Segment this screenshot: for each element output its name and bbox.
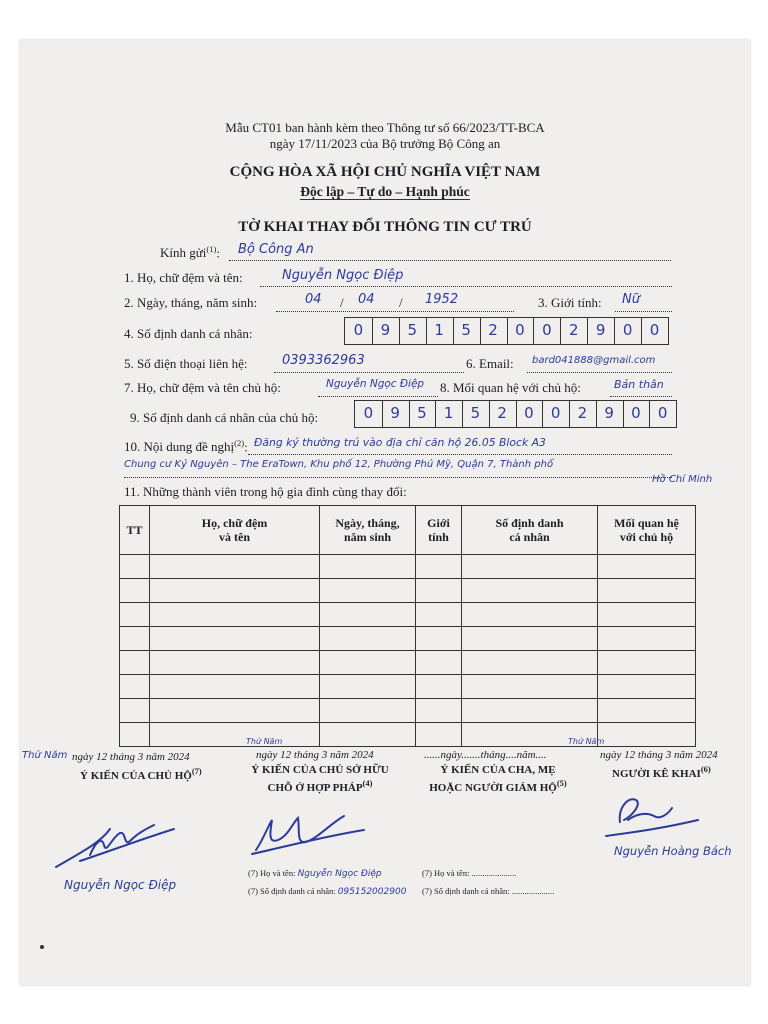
table-cell [598, 675, 696, 699]
col-header-relation-text: Mối quan hệ với chủ hộ [614, 516, 679, 544]
table-row [120, 555, 696, 579]
sig2-title-line1: Ý KIẾN CỦA CHỦ SỞ HỮU [251, 764, 389, 776]
head-id-digit-boxes [354, 400, 677, 428]
sig2-title-line2 [242, 778, 398, 794]
sig3-id-label: (7) Số định danh cá nhân: [422, 886, 510, 896]
request-label-text: 10. Nội dung đề nghị [124, 439, 235, 455]
table-cell [120, 555, 150, 579]
motto-text: Độc lập – Tự do – Hạnh phúc [300, 184, 470, 199]
id-digit: 0 [353, 321, 364, 339]
id-digit: 9 [380, 321, 391, 339]
recipient-footnote: (1) [206, 244, 217, 254]
table-cell [120, 699, 150, 723]
sig4-signature [602, 792, 712, 842]
id-digit: 0 [542, 321, 552, 339]
table-cell [462, 603, 598, 627]
phone-dotted-line [274, 372, 464, 373]
request-line-3: Hồ Chí Minh [652, 474, 713, 485]
sig4-name-handwritten: Nguyễn Hoàng Bách [614, 844, 732, 858]
sig1-signature [50, 815, 180, 875]
table-cell [416, 675, 462, 699]
relation-dotted-line [610, 396, 672, 397]
sig1-date: ngày 12 tháng 3 năm 2024 [72, 751, 190, 763]
dob-year: 1952 [425, 292, 459, 307]
table-cell [120, 627, 150, 651]
col-header-relation [598, 506, 696, 555]
table-cell [120, 603, 150, 627]
sig3-name-label: (7) Họ và tên: [422, 868, 470, 878]
table-cell [462, 675, 598, 699]
country-name: CỘNG HÒA XÃ HỘI CHỦ NGHĨA VIỆT NAM [229, 164, 541, 180]
table-cell [598, 651, 696, 675]
table-cell [462, 579, 598, 603]
request-dotted-line-1 [248, 454, 672, 455]
head-id-digit: 5 [417, 404, 427, 422]
table-cell [598, 579, 696, 603]
table-cell [416, 579, 462, 603]
gender-dotted-line [615, 311, 672, 312]
sig3-title-line2-text: HOẶC NGƯỜI GIÁM HỘ [429, 781, 557, 794]
table-cell [598, 627, 696, 651]
sig4-date-prefix: Thứ Năm [568, 737, 605, 746]
recipient-label: Kính gửi$^{(1)}$: [160, 244, 220, 261]
id-digit: 0 [622, 321, 633, 339]
col-header-id-text: Số định danh cá nhân [495, 516, 564, 544]
recipient-value: Bộ Công An [238, 242, 314, 257]
sig1-title-text: Ý KIẾN CỦA CHỦ HỘ [80, 769, 192, 782]
table-cell [598, 555, 696, 579]
recipient-dotted-line [229, 260, 671, 261]
head-name-label: 7. Họ, chữ đệm và tên chủ hộ: [124, 380, 281, 395]
sig3-name-row: (7) Họ và tên: ..................... [422, 868, 517, 878]
table-row [120, 579, 696, 603]
table-cell [120, 723, 150, 747]
head-id-digit: 0 [550, 404, 561, 422]
phone-value: 0393362963 [282, 353, 365, 368]
table-row [120, 603, 696, 627]
relation-value: Bản thân [614, 378, 664, 391]
col-header-dob-text: Ngày, tháng, năm sinh [335, 516, 400, 544]
id-digit: 0 [649, 321, 660, 339]
table-cell [320, 651, 416, 675]
id-digit: 0 [515, 321, 525, 339]
table-cell [150, 579, 320, 603]
table-cell [320, 555, 416, 579]
col-header-id [462, 506, 598, 555]
table-cell [416, 627, 462, 651]
table-cell [320, 579, 416, 603]
sig2-title-footnote: (4) [362, 778, 373, 788]
table-cell [416, 603, 462, 627]
table-cell [150, 555, 320, 579]
dob-day: 04 [305, 292, 322, 307]
table-cell [320, 699, 416, 723]
table-cell [416, 723, 462, 747]
request-line-2: Chung cư Kỷ Nguyên – The EraTown, Khu phố 12, Phường Phú Mỹ, Quận 7, Thành phố [124, 459, 554, 470]
sig2-name-value: Nguyễn Ngọc Điệp [297, 869, 382, 879]
dob-separator-1: / [340, 295, 344, 310]
head-id-digit: 9 [604, 404, 614, 422]
members-table [119, 505, 696, 747]
request-label: 10. Nội dung đề nghị$^{(2)}$: [124, 438, 248, 455]
table-cell [462, 627, 598, 651]
sig2-name-label: (7) Họ và tên: [248, 868, 296, 878]
col-header-name-text: Họ, chữ đệm và tên [201, 516, 268, 544]
head-id-digit: 0 [524, 404, 534, 422]
id-digit: 2 [488, 321, 498, 339]
table-cell [120, 651, 150, 675]
table-cell [462, 699, 598, 723]
head-id-digit: 2 [497, 404, 507, 422]
sig2-id-row [248, 886, 406, 897]
request-dotted-line-2 [124, 477, 672, 478]
recipient-label-text: Kính gửi [160, 245, 207, 261]
email-value: bard041888@gmail.com [532, 355, 656, 366]
sig3-title-footnote: (5) [556, 778, 567, 788]
sig4-title-text: NGƯỜI KÊ KHAI [612, 767, 701, 780]
head-id-label: 9. Số định danh cá nhân của chủ hộ: [130, 410, 319, 425]
dob-separator-2: / [399, 295, 403, 310]
table-cell [462, 651, 598, 675]
table-cell [120, 579, 150, 603]
table-row [120, 675, 696, 699]
table-cell [150, 675, 320, 699]
sig2-date-prefix: Thứ Năm [246, 737, 283, 746]
table-cell [598, 723, 696, 747]
sig2-id-label: (7) Số định danh cá nhân: [248, 886, 336, 896]
dob-label: 2. Ngày, tháng, năm sinh: [124, 295, 258, 310]
col-header-gender [416, 506, 462, 555]
sig2-name-row [248, 868, 382, 879]
sig3-id-row: (7) Số định danh cá nhân: .................... [422, 886, 555, 896]
table-cell [150, 723, 320, 747]
table-cell [150, 603, 320, 627]
id-digit: 1 [434, 321, 444, 339]
id-label: 4. Số định danh cá nhân: [124, 326, 253, 341]
id-digit-boxes [344, 317, 669, 345]
gender-value: Nữ [622, 292, 640, 307]
members-table-header-row [120, 506, 696, 555]
table-cell [150, 651, 320, 675]
sig3-title-line2 [418, 778, 578, 794]
head-id-digit: 0 [631, 404, 641, 422]
table-cell [120, 675, 150, 699]
id-digit: 5 [407, 321, 418, 339]
col-header-tt-text: TT [126, 523, 143, 537]
sig1-name-handwritten: Nguyễn Ngọc Điệp [64, 878, 177, 892]
dob-dotted-line [276, 311, 514, 312]
table-row [120, 699, 696, 723]
table-row [120, 723, 696, 747]
table-cell [598, 603, 696, 627]
sig2-title-line2-text: CHỖ Ở HỢP PHÁP [267, 781, 363, 794]
paper-speck [40, 945, 44, 949]
form-paper [20, 40, 750, 985]
head-id-digit: 9 [390, 404, 400, 422]
name-dotted-line [260, 286, 672, 287]
sig3-date: ......ngày.......tháng....năm.... [424, 749, 547, 761]
sig4-title-footnote: (6) [700, 764, 711, 774]
sig2-signature [248, 810, 368, 860]
table-cell [320, 603, 416, 627]
col-header-tt [120, 506, 150, 555]
table-cell [416, 699, 462, 723]
head-id-digit: 5 [470, 404, 481, 422]
table-row [120, 627, 696, 651]
col-header-dob [320, 506, 416, 555]
email-dotted-line [527, 372, 672, 373]
table-cell [462, 555, 598, 579]
email-label: 6. Email: [466, 356, 514, 371]
table-cell [150, 699, 320, 723]
sig4-title [612, 764, 711, 780]
head-id-digit: 0 [363, 404, 374, 422]
national-motto [20, 184, 750, 200]
head-name-value: Nguyễn Ngọc Điệp [326, 378, 425, 390]
sig3-title-line1: Ý KIẾN CỦA CHA, MẸ [440, 764, 556, 776]
members-label: 11. Những thành viên trong hộ gia đình cùng thay đổi: [124, 484, 407, 499]
head-name-dotted-line [318, 396, 438, 397]
relation-label: 8. Mối quan hệ với chủ hộ: [440, 380, 581, 395]
table-cell [416, 555, 462, 579]
table-cell [598, 699, 696, 723]
sig2-id-value: 095152002900 [337, 887, 407, 897]
table-row [120, 651, 696, 675]
col-header-gender-text: Giới tính [427, 516, 450, 544]
head-id-digit: 1 [443, 404, 454, 422]
name-value: Nguyễn Ngọc Điệp [282, 268, 404, 283]
phone-label: 5. Số điện thoại liên hệ: [124, 356, 248, 371]
form-reference-line: Mẫu CT01 ban hành kèm theo Thông tư số 66/2023/TT-BCA [225, 120, 545, 135]
request-footnote: (2) [234, 438, 245, 448]
head-id-digit: 0 [657, 404, 668, 422]
table-cell [320, 723, 416, 747]
table-cell [150, 627, 320, 651]
table-cell [416, 651, 462, 675]
name-label: 1. Họ, chữ đệm và tên: [124, 270, 243, 285]
dob-month: 04 [358, 292, 375, 307]
id-digit: 5 [461, 321, 471, 339]
sig1-date-prefix: Thứ Năm [22, 750, 68, 761]
gender-label: 3. Giới tính: [538, 295, 602, 310]
table-cell [320, 627, 416, 651]
head-id-digit: 2 [577, 404, 588, 422]
table-cell [320, 675, 416, 699]
sig2-date: ngày 12 tháng 3 năm 2024 [256, 749, 374, 761]
request-line-1: Đăng ký thường trú vào địa chỉ căn hộ 26.05 Block A3 [254, 436, 546, 449]
form-title: TỜ KHAI THAY ĐỔI THÔNG TIN CƯ TRÚ [238, 219, 532, 235]
sig1-title [80, 766, 202, 782]
id-digit: 2 [569, 321, 579, 339]
form-reference-date: ngày 17/11/2023 của Bộ trưởng Bộ Công an [269, 136, 501, 151]
id-digit: 9 [595, 321, 606, 339]
members-table-body [120, 555, 696, 747]
sig1-title-footnote: (7) [191, 766, 202, 776]
col-header-name [150, 506, 320, 555]
sig4-date: ngày 12 tháng 3 năm 2024 [600, 749, 718, 761]
